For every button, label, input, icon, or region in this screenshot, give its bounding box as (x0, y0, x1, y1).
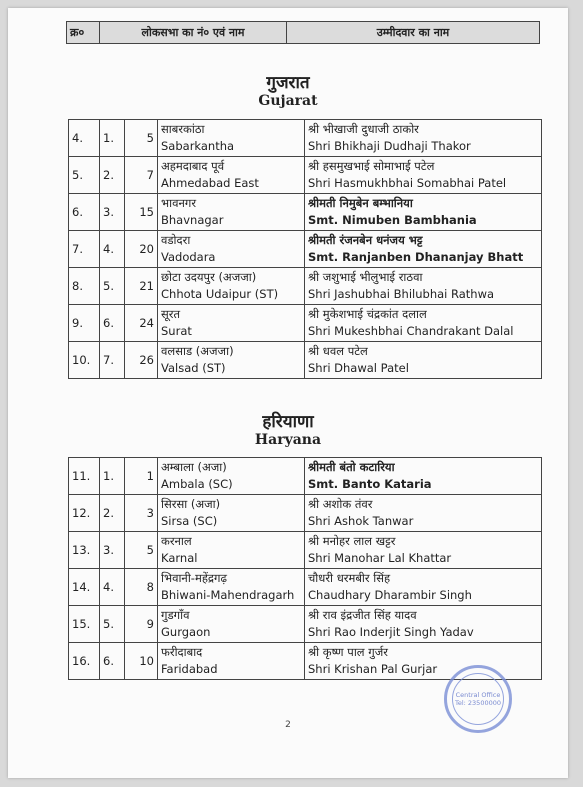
section-title-hindi: गुजरात (266, 73, 310, 93)
constituency-cell (158, 532, 305, 569)
serial-number: 9. (69, 305, 100, 342)
constituency-name-hindi: वलसाड (अजजा) (161, 344, 234, 358)
stamp-ring (452, 673, 504, 725)
constituency-cell (158, 231, 305, 268)
table-row (69, 268, 542, 305)
constituency-name-hindi: वडोदरा (161, 233, 191, 247)
candidate-cell (305, 532, 542, 569)
serial-number: 16. (69, 643, 100, 680)
candidate-name-hindi: श्री राव इंद्रजीत सिंह यादव (308, 608, 417, 622)
constituency-name-english: Karnal (161, 551, 198, 565)
candidate-name-english: Shri Mukeshbhai Chandrakant Dalal (308, 324, 514, 338)
table-row (69, 458, 542, 495)
candidate-name-hindi: श्रीमती बंतो कटारिया (308, 460, 395, 474)
constituency-number: 24 (125, 305, 158, 342)
candidate-name-hindi: चौधरी धरमबीर सिंह (308, 571, 391, 585)
constituency-number: 26 (125, 342, 158, 379)
constituency-name-hindi: छोटा उदयपुर (अजजा) (161, 270, 257, 284)
candidate-cell (305, 268, 542, 305)
state-serial-number: 7. (100, 342, 125, 379)
candidate-cell (305, 643, 542, 680)
state-serial-number: 4. (100, 231, 125, 268)
state-serial-number: 6. (100, 643, 125, 680)
serial-number: 15. (69, 606, 100, 643)
section-title-hindi: हरियाणा (262, 412, 314, 432)
gujarat-table (68, 119, 542, 379)
candidate-cell (305, 569, 542, 606)
state-serial-number: 1. (100, 458, 125, 495)
constituency-name-hindi: भावनगर (161, 196, 197, 210)
constituency-name-english: Ambala (SC) (161, 477, 233, 491)
constituency-cell (158, 342, 305, 379)
constituency-name-english: Bhavnagar (161, 213, 224, 227)
candidate-name-hindi: श्री हसमुखभाई सोमाभाई पटेल (308, 159, 435, 173)
state-serial-number: 5. (100, 268, 125, 305)
candidate-name-hindi: श्री मुकेशभाई चंद्रकांत दलाल (308, 307, 427, 321)
state-serial-number: 3. (100, 532, 125, 569)
constituency-name-hindi: गुडगाँव (161, 608, 190, 622)
serial-number: 13. (69, 532, 100, 569)
candidate-name-hindi: श्री धवल पटेल (308, 344, 368, 358)
constituency-name-english: Valsad (ST) (161, 361, 226, 375)
constituency-number: 21 (125, 268, 158, 305)
constituency-name-english: Gurgaon (161, 625, 211, 639)
constituency-cell (158, 120, 305, 157)
constituency-name-hindi: अहमदाबाद पूर्व (161, 159, 225, 173)
candidate-name-hindi: श्रीमती निमुबेन बम्भानिया (308, 196, 413, 210)
state-serial-number: 6. (100, 305, 125, 342)
constituency-name-english: Ahmedabad East (161, 176, 259, 190)
candidate-name-hindi: श्री कृष्ण पाल गुर्जर (308, 645, 388, 659)
serial-number: 10. (69, 342, 100, 379)
constituency-name-hindi: अम्बाला (अजा) (161, 460, 227, 474)
constituency-number: 9 (125, 606, 158, 643)
constituency-name-english: Faridabad (161, 662, 218, 676)
table-row (69, 194, 542, 231)
constituency-number: 5 (125, 532, 158, 569)
candidate-cell (305, 458, 542, 495)
constituency-name-english: Sabarkantha (161, 139, 235, 153)
candidate-name-english: Chaudhary Dharambir Singh (308, 588, 472, 602)
candidate-name-hindi: श्री मनोहर लाल खट्टर (308, 534, 396, 548)
header-serial: क्र० (67, 22, 100, 44)
candidate-name-english: Shri Rao Inderjit Singh Yadav (308, 625, 474, 639)
constituency-number: 5 (125, 120, 158, 157)
table-row (69, 495, 542, 532)
stamp-line-2: Tel: 23500000 (454, 699, 501, 707)
candidate-name-english: Shri Hasmukhbhai Somabhai Patel (308, 176, 507, 190)
candidate-cell (305, 120, 542, 157)
constituency-name-english: Surat (161, 324, 192, 338)
constituency-name-hindi: भिवानी-महेंद्रगढ़ (161, 571, 227, 585)
serial-number: 7. (69, 231, 100, 268)
candidate-name-hindi: श्री भीखाजी दुधाजी ठाकोर (308, 122, 419, 136)
state-serial-number: 5. (100, 606, 125, 643)
state-serial-number: 2. (100, 157, 125, 194)
constituency-cell (158, 606, 305, 643)
candidate-name-english: Shri Krishan Pal Gurjar (308, 662, 438, 676)
table-row (69, 120, 542, 157)
constituency-number: 15 (125, 194, 158, 231)
constituency-name-hindi: साबरकांठा (161, 122, 205, 136)
candidate-name-english: Smt. Banto Kataria (308, 477, 432, 491)
candidate-name-english: Shri Jashubhai Bhilubhai Rathwa (308, 287, 495, 301)
constituency-name-hindi: करनाल (161, 534, 192, 548)
candidate-cell (305, 231, 542, 268)
candidate-name-english: Shri Bhikhaji Dudhaji Thakor (308, 139, 471, 153)
table-row (69, 231, 542, 268)
state-serial-number: 4. (100, 569, 125, 606)
candidate-name-english: Shri Ashok Tanwar (308, 514, 414, 528)
table-row (69, 532, 542, 569)
haryana-table (68, 457, 542, 680)
constituency-name-english: Chhota Udaipur (ST) (161, 287, 279, 301)
table-row (69, 342, 542, 379)
header-candidate: उम्मीदवार का नाम (287, 22, 540, 44)
serial-number: 4. (69, 120, 100, 157)
constituency-number: 8 (125, 569, 158, 606)
serial-number: 8. (69, 268, 100, 305)
constituency-number: 3 (125, 495, 158, 532)
constituency-name-hindi: सूरत (161, 307, 181, 321)
constituency-cell (158, 458, 305, 495)
page-number: 2 (285, 720, 291, 730)
section-title-english: Gujarat (258, 93, 318, 109)
constituency-cell (158, 643, 305, 680)
candidate-name-hindi: श्री जशुभाई भीलुभाई राठवा (308, 270, 423, 284)
serial-number: 11. (69, 458, 100, 495)
serial-number: 5. (69, 157, 100, 194)
candidate-name-english: Shri Dhawal Patel (308, 361, 409, 375)
constituency-name-hindi: सिरसा (अजा) (161, 497, 221, 511)
serial-number: 12. (69, 495, 100, 532)
constituency-cell (158, 569, 305, 606)
constituency-name-english: Vadodara (161, 250, 216, 264)
section-title-english: Haryana (254, 432, 322, 448)
constituency-number: 10 (125, 643, 158, 680)
state-serial-number: 1. (100, 120, 125, 157)
candidate-cell (305, 194, 542, 231)
constituency-cell (158, 268, 305, 305)
stamp-line-1: Central Office (455, 691, 501, 699)
constituency-number: 20 (125, 231, 158, 268)
table-row (69, 569, 542, 606)
table-row (69, 606, 542, 643)
constituency-number: 1 (125, 458, 158, 495)
constituency-name-hindi: फरीदाबाद (161, 645, 203, 659)
serial-number: 14. (69, 569, 100, 606)
candidate-name-hindi: श्री अशोक तंवर (308, 497, 373, 511)
candidate-cell (305, 157, 542, 194)
candidate-cell (305, 606, 542, 643)
candidate-cell (305, 305, 542, 342)
state-serial-number: 2. (100, 495, 125, 532)
constituency-cell (158, 194, 305, 231)
candidate-name-english: Smt. Ranjanben Dhananjay Bhatt (308, 250, 524, 264)
candidate-name-hindi: श्रीमती रंजनबेन धनंजय भट्ट (308, 233, 423, 247)
candidate-cell (305, 342, 542, 379)
table-row (69, 305, 542, 342)
candidate-cell (305, 495, 542, 532)
constituency-name-english: Sirsa (SC) (161, 514, 218, 528)
header-table (66, 21, 540, 44)
document-page (8, 8, 568, 778)
header-constituency: लोकसभा का नं० एवं नाम (100, 22, 287, 44)
state-serial-number: 3. (100, 194, 125, 231)
candidate-name-english: Smt. Nimuben Bambhania (308, 213, 477, 227)
serial-number: 6. (69, 194, 100, 231)
constituency-cell (158, 305, 305, 342)
candidate-name-english: Shri Manohar Lal Khattar (308, 551, 452, 565)
constituency-cell (158, 157, 305, 194)
constituency-number: 7 (125, 157, 158, 194)
constituency-cell (158, 495, 305, 532)
constituency-name-english: Bhiwani-Mahendragarh (161, 588, 295, 602)
table-row (69, 157, 542, 194)
